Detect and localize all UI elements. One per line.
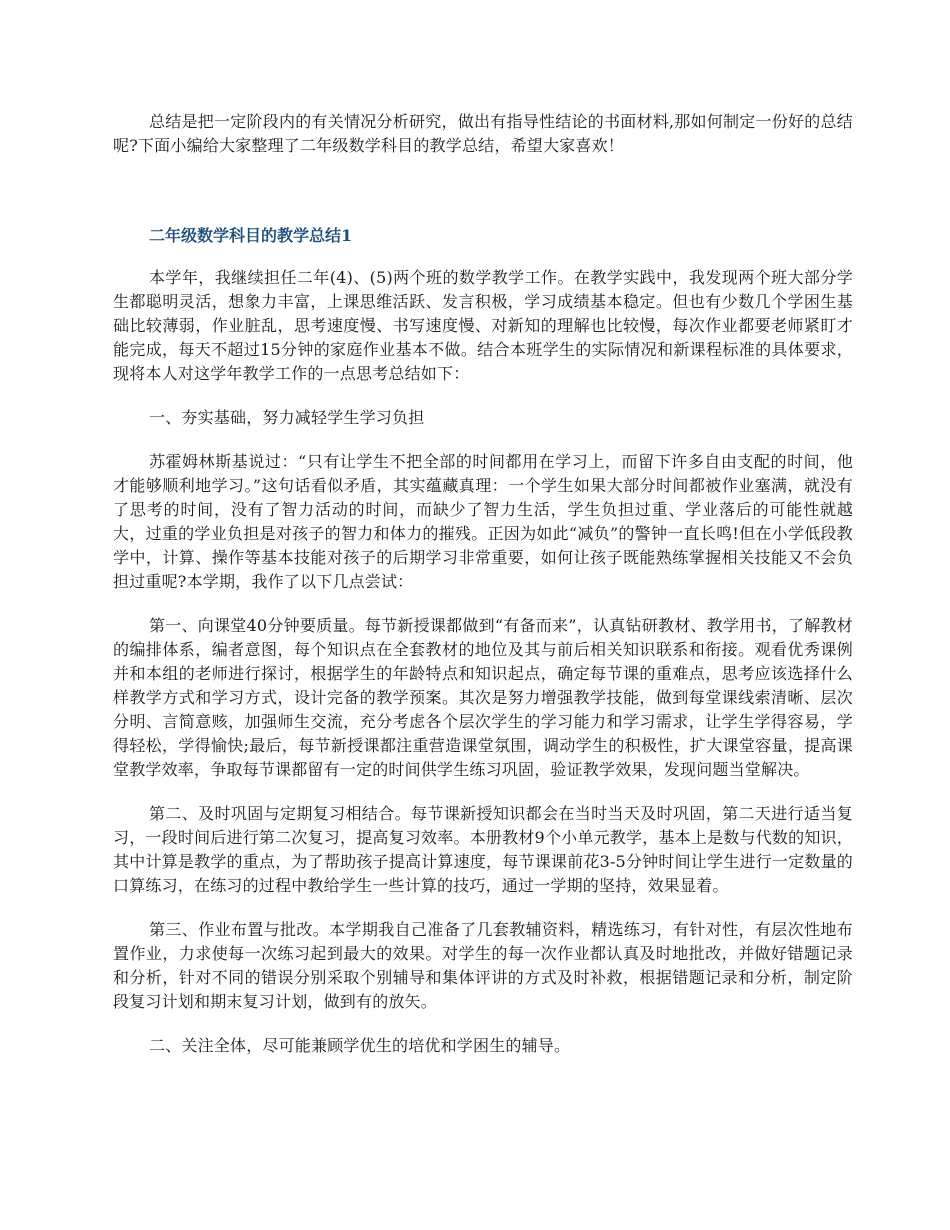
subheading-paragraph: 一、夯实基础，努力减轻学生学习负担 <box>149 408 425 427</box>
section-heading: 二年级数学科目的教学总结1 <box>149 226 353 245</box>
body-paragraph: 第二、及时巩固与定期复习相结合。每节课新授知识都会在当时当天及时巩固，第二天进行适当复习，一段时间后进行第二次复习，提高复习效率。本册教材9个小单元教学，基本上是数与代数的知识，其中计算是教学的重点，为了帮助孩子提高计算速度，每节课课前花3-5分钟时间让学生进行一定数量的口算练习，在练习的过程中教给学生一些计算的技巧，通过一学期的坚持，效果显着。 <box>113 804 853 895</box>
document-body <box>113 110 853 1078</box>
subheading-paragraph: 二、关注全体，尽可能兼顾学优生的培优和学困生的辅导。 <box>149 1036 571 1055</box>
body-paragraph: 苏霍姆林斯基说过：“只有让学生不把全部的时间都用在学习上，而留下许多自由支配的时间，他才能够顺利地学习。”这句话看似矛盾，其实蕴藏真理：一个学生如果大部分时间都被作业塞满，就没有了思考的时间，没有了智力活动的时间，而缺少了智力生活，学生负担过重、学业落后的可能性就越大，过重的学业负担是对孩子的智力和体力的摧残。正因为如此“减负”的警钟一直长鸣!但在小学低段教学中，计算、操作等基本技能对孩子的后期学习非常重要，如何让孩子既能熟练掌握相关技能又不会负担过重呢?本学期，我作了以下几点尝试： <box>113 452 853 591</box>
body-paragraph: 第一、向课堂40分钟要质量。每节新授课都做到“有备而来”，认真钻研教材、教学用书，了解教材的编排体系，编者意图，每个知识点在全套教材的地位及其与前后相关知识联系和衔接。观看优秀课例并和本组的老师进行探讨，根据学生的年龄特点和知识起点，确定每节课的重难点，思考应该选择什么样教学方式和学习方式，设计完备的教学预案。其次是努力增强教学技能，做到每堂课线索清晰、层次分明、言简意赅，加强师生交流，充分考虑各个层次学生的学习能力和学习需求，让学生学得容易，学得轻松，学得愉快;最后，每节新授课都注重营造课堂氛围，调动学生的积极性，扩大课堂容量，提高课堂教学效率，争取每节课都留有一定的时间供学生练习巩固，验证教学效果，发现问题当堂解决。 <box>113 616 853 779</box>
body-paragraph: 本学年，我继续担任二年(4)、(5)两个班的数学教学工作。在教学实践中，我发现两个班大部分学生都聪明灵活，想象力丰富，上课思维活跃、发言积极，学习成绩基本稳定。但也有少数几个学困生基础比较薄弱，作业脏乱，思考速度慢、书写速度慢、对新知的理解也比较慢，每次作业都要老师紧盯才能完成，每天不超过15分钟的家庭作业基本不做。结合本班学生的实际情况和新课程标准的具体要求，现将本人对这学年教学工作的一点思考总结如下： <box>113 268 853 383</box>
body-paragraph: 第三、作业布置与批改。本学期我自己准备了几套教辅资料，精选练习，有针对性，有层次性地布置作业，力求使每一次练习起到最大的效果。对学生的每一次作业都认真及时地批改，并做好错题记录和分析，针对不同的错误分别采取个别辅导和集体评讲的方式及时补救，根据错题记录和分析，制定阶段复习计划和期末复习计划，做到有的放矢。 <box>113 920 853 1011</box>
intro-paragraph: 总结是把一定阶段内的有关情况分析研究，做出有指导性结论的书面材料,那如何制定一份好的总结呢?下面小编给大家整理了二年级数学科目的教学总结，希望大家喜欢！ <box>113 112 853 155</box>
